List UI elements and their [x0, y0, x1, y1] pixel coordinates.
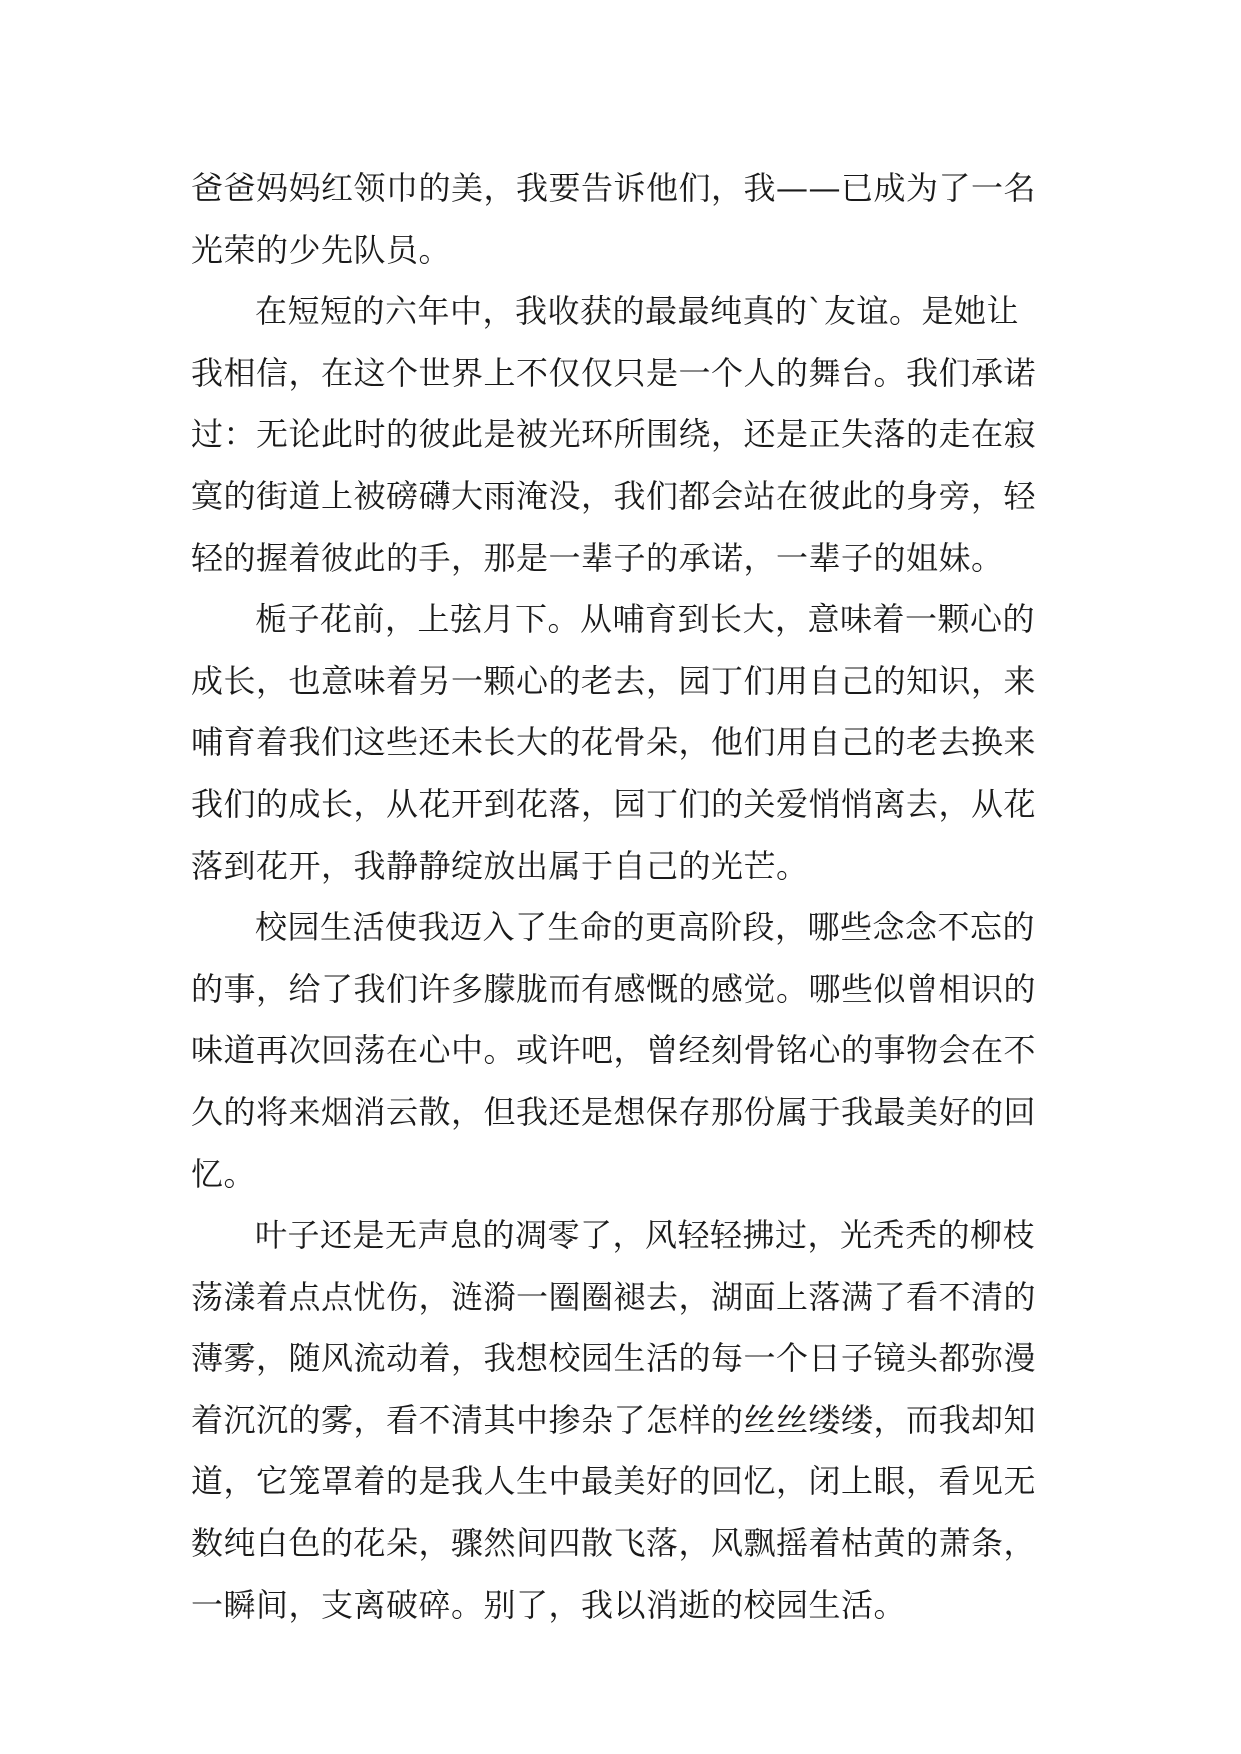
- text-line: 校园生活使我迈入了生命的更高阶段，哪些念念不忘的: [255, 908, 1036, 947]
- text-line: 味道再次回荡在心中。或许吧，曾经刻骨铭心的事物会在不: [191, 1031, 1037, 1070]
- text-line: 成长，也意味着另一颗心的老去，园丁们用自己的知识，来: [191, 661, 1037, 700]
- text-line: 薄雾，随风流动着，我想校园生活的每一个日子镜头都弥漫: [191, 1339, 1037, 1378]
- text-line: 爸爸妈妈红领巾的美，我要告诉他们，我——已成为了一名: [191, 169, 1037, 207]
- paragraph-4: [191, 897, 1051, 1205]
- text-line: 荡漾着点点忧伤，涟漪一圈圈褪去，湖面上落满了看不清的: [191, 1277, 1037, 1316]
- text-line: 忆。: [191, 1154, 257, 1193]
- text-line: 我们的成长，从花开到花落，园丁们的关爱悄悄离去，从花: [191, 784, 1037, 823]
- text-line: 一瞬间，支离破碎。别了，我以消逝的校园生活。: [191, 1585, 907, 1624]
- text-line: 在短短的六年中，我收获的最最纯真的`友谊。是她让: [255, 292, 1020, 331]
- text-line: 数纯白色的花朵，骤然间四散飞落，风飘摇着枯黄的萧条，: [191, 1524, 1037, 1563]
- text-line: 落到花开，我静静绽放出属于自己的光芒。: [191, 846, 809, 885]
- text-line: 着沉沉的雾，看不清其中掺杂了怎样的丝丝缕缕，而我却知: [191, 1400, 1037, 1439]
- text-line: 寞的街道上被磅礴大雨淹没，我们都会站在彼此的身旁，轻: [191, 476, 1037, 515]
- text-line: 我相信，在这个世界上不仅仅只是一个人的舞台。我们承诺: [191, 353, 1037, 392]
- text-line: 栀子花前，上弦月下。从哺育到长大，意味着一颗心的: [255, 600, 1036, 639]
- text-line: 叶子还是无声息的凋零了，风轻轻拂过，光秃秃的柳枝: [255, 1216, 1036, 1255]
- paragraph-3: [191, 589, 1051, 897]
- paragraph-1: [191, 158, 1051, 281]
- text-line: 过：无论此时的彼此是被光环所围绕，还是正失落的走在寂: [191, 415, 1037, 454]
- text-line: 哺育着我们这些还未长大的花骨朵，他们用自己的老去换来: [191, 723, 1037, 762]
- text-line: 久的将来烟消云散，但我还是想保存那份属于我最美好的回: [191, 1092, 1037, 1131]
- paragraph-2: [191, 281, 1051, 589]
- paragraph-5: [191, 1205, 1051, 1636]
- text-line: 光荣的少先队员。: [191, 230, 452, 269]
- text-line: 轻的握着彼此的手，那是一辈子的承诺，一辈子的姐妹。: [191, 538, 1004, 577]
- document-body: [191, 158, 1051, 1636]
- text-line: 道，它笼罩着的是我人生中最美好的回忆，闭上眼，看见无: [191, 1462, 1037, 1501]
- text-line: 的事，给了我们许多朦胧而有感慨的感觉。哪些似曾相识的: [191, 969, 1037, 1008]
